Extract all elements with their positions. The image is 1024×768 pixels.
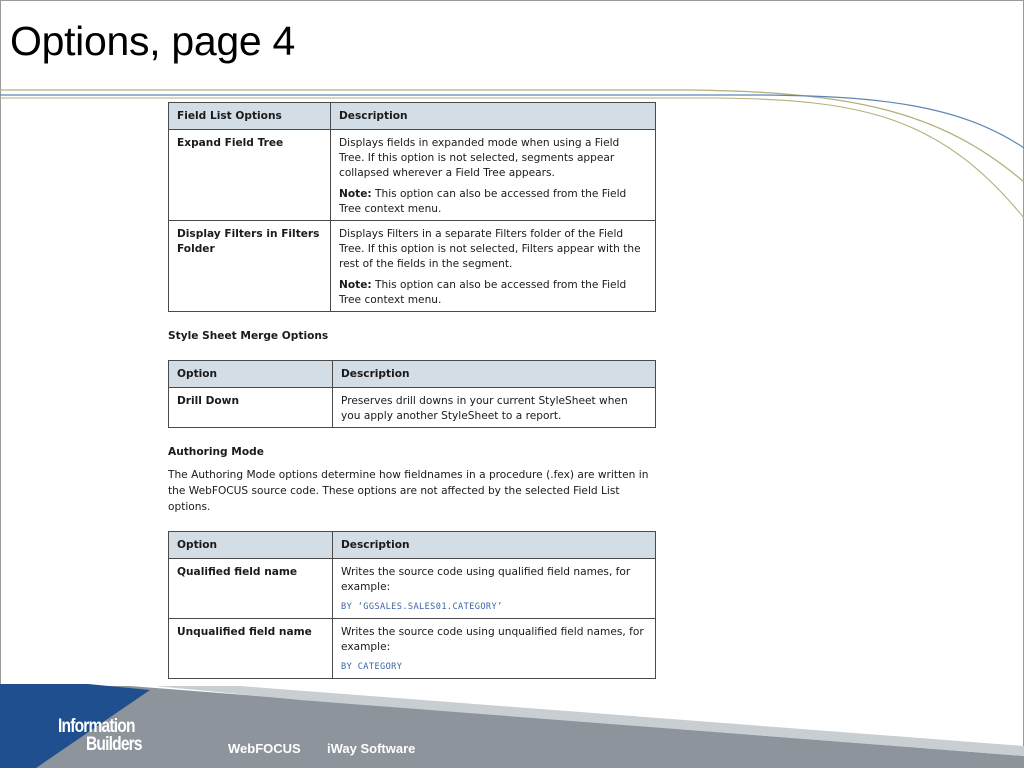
option-name: Display Filters in Filters Folder xyxy=(169,221,331,312)
footer-gray-band xyxy=(0,686,1024,768)
table-row xyxy=(169,388,656,428)
company-logo-line1: Information xyxy=(58,716,135,737)
option-name: Qualified field name xyxy=(169,559,333,619)
column-header: Field List Options xyxy=(169,103,331,130)
company-logo-line2: Builders xyxy=(86,734,142,755)
table-row xyxy=(169,221,656,312)
table-header-row xyxy=(169,532,656,559)
option-name: Drill Down xyxy=(169,388,333,428)
column-header: Option xyxy=(169,532,333,559)
option-description-cell xyxy=(331,130,656,221)
note xyxy=(339,278,647,308)
table-header-row xyxy=(169,361,656,388)
note-label: Note: xyxy=(339,188,372,200)
document-excerpt xyxy=(168,102,655,679)
code-example: BY CATEGORY xyxy=(341,662,403,672)
field-list-options-table xyxy=(168,102,656,312)
option-description: Displays Filters in a separate Filters folder of the Field Tree. If this option is not selected, Filters appear with the rest of the fields in the segment. xyxy=(339,228,641,270)
column-header: Option xyxy=(169,361,333,388)
style-sheet-merge-table xyxy=(168,360,656,428)
table-row xyxy=(169,619,656,679)
table-row xyxy=(169,130,656,221)
option-description: Writes the source code using qualified field names, for example: xyxy=(341,566,631,593)
authoring-mode-heading: Authoring Mode xyxy=(168,446,264,458)
option-description-cell xyxy=(333,559,656,619)
note-text: This option can also be accessed from the Field Tree context menu. xyxy=(339,188,627,215)
option-name: Unqualified field name xyxy=(169,619,333,679)
note xyxy=(339,187,647,217)
brand-webfocus: WebFOCUS xyxy=(228,741,301,756)
option-description: Displays fields in expanded mode when using a Field Tree. If this option is not selected, segments appear collapsed wherever a Field Tree appears. xyxy=(339,137,620,179)
note-label: Note: xyxy=(339,279,372,291)
option-name: Expand Field Tree xyxy=(169,130,331,221)
table-header-row xyxy=(169,103,656,130)
footer-band xyxy=(0,680,1024,768)
column-header: Description xyxy=(333,532,656,559)
column-header: Description xyxy=(333,361,656,388)
note-text: This option can also be accessed from the Field Tree context menu. xyxy=(339,279,627,306)
column-header: Description xyxy=(331,103,656,130)
code-example: BY ‘GGSALES.SALES01.CATEGORY’ xyxy=(341,602,503,612)
option-description-cell xyxy=(333,619,656,679)
slide-title: Options, page 4 xyxy=(10,18,295,64)
style-sheet-heading: Style Sheet Merge Options xyxy=(168,330,329,342)
table-row xyxy=(169,559,656,619)
brand-iway-software: iWay Software xyxy=(327,741,416,756)
authoring-mode-table xyxy=(168,531,656,679)
authoring-mode-paragraph: The Authoring Mode options determine how fieldnames in a procedure (.fex) are written in the WebFOCUS source code. These options are not affected by the selected Field List options. xyxy=(168,469,649,513)
option-description-cell xyxy=(331,221,656,312)
option-description: Preserves drill downs in your current StyleSheet when you apply another StyleSheet to a report. xyxy=(333,388,656,428)
option-description: Writes the source code using unqualified field names, for example: xyxy=(341,626,644,653)
